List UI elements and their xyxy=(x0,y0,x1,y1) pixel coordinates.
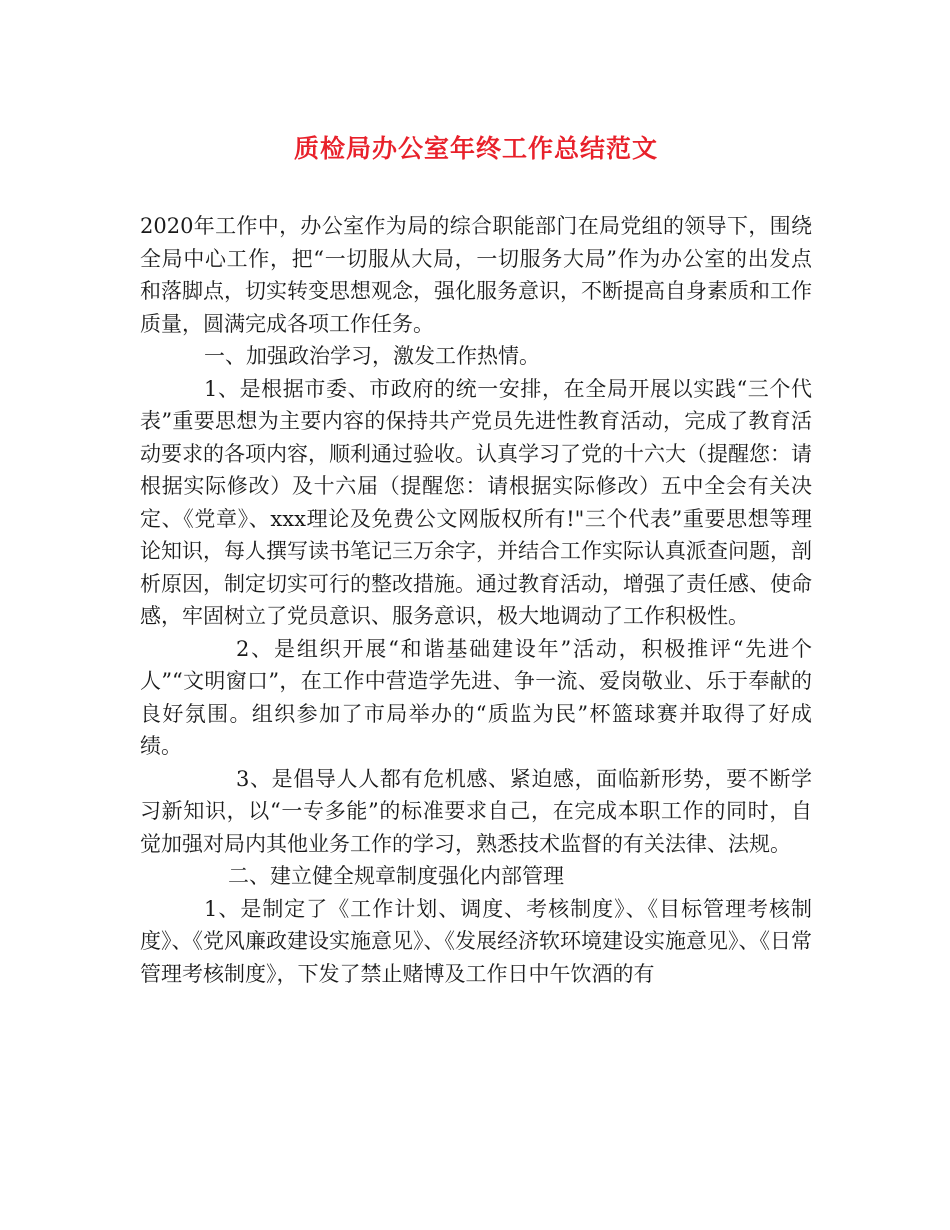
section-heading-2: 二、建立健全规章制度强化内部管理 xyxy=(228,864,564,888)
document-title: 质检局办公室年终工作总结范文 xyxy=(293,134,658,163)
paragraph-1-3: 3、是倡导人人都有危机感、紧迫感，面临新形势，要不断学习新知识，以“一专多能”的标准要求自己，在完成本职工作的同时，自觉加强对局内其他业务工作的学习，熟悉技术监督的有关法律、法规。 xyxy=(140,766,812,856)
document-page xyxy=(140,125,812,990)
paragraph-2-1: 1、是制定了《工作计划、调度、考核制度》、《目标管理考核制度》、《党风廉政建设实施意见》、《发展经济软环境建设实施意见》、《日常管理考核制度》，下发了禁止赌博及工作日中午饮酒的有 xyxy=(140,896,812,986)
intro-paragraph: 2020年工作中，办公室作为局的综合职能部门在局党组的领导下，围绕全局中心工作，把“一切服从大局，一切服务大局”作为办公室的出发点和落脚点，切实转变思想观念，强化服务意识，不断提高自身素质和工作质量，圆满完成各项工作任务。 xyxy=(140,214,812,336)
paragraph-1-2: 2、是组织开展“和谐基础建设年”活动，积极推评“先进个人”“文明窗口”，在工作中营造学先进、争一流、爱岗敬业、乐于奉献的良好氛围。组织参加了市局举办的“质监为民”杯篮球赛并取得了好成绩。 xyxy=(140,636,812,758)
section-heading-1: 一、加强政治学习，激发工作热情。 xyxy=(204,344,540,368)
paragraph-1-1: 1、是根据市委、市政府的统一安排，在全局开展以实践“三个代表”重要思想为主要内容的保持共产党员先进性教育活动，完成了教育活动要求的各项内容，顺利通过验收。认真学习了党的十六大（提醒您：请根据实际修改）及十六届（提醒您：请根据实际修改）五中全会有关决定、《党章》、xxx理论及免费公文网版权所有!"三个代表”重要思想等理论知识，每人撰写读书笔记三万余字，并结合工作实际认真派查问题，剖析原因，制定切实可行的整改措施。通过教育活动，增强了责任感、使命感，牢固树立了党员意识、服务意识，极大地调动了工作积极性。 xyxy=(140,376,812,628)
